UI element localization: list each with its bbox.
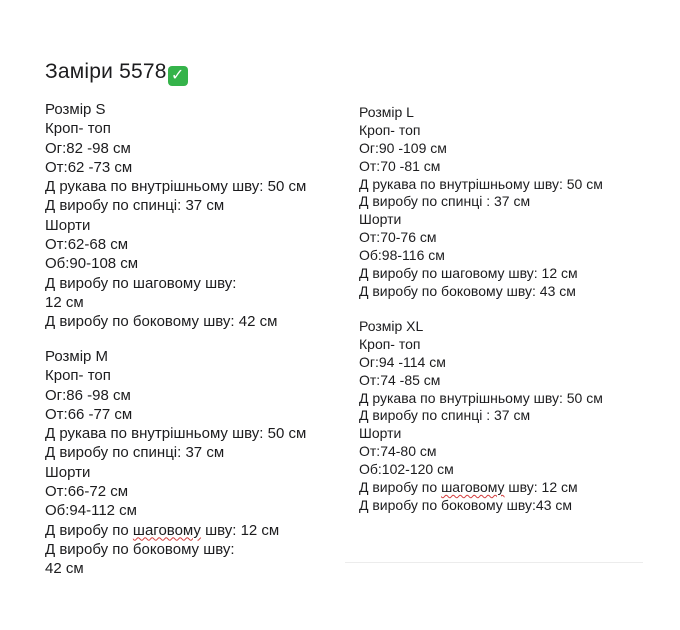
measurement — [359, 479, 603, 497]
measurement: Д рукава по внутрішньому шву: 50 см — [45, 178, 307, 196]
spellcheck-word: шаговому — [132, 521, 201, 539]
measurement: Д виробу по шаговому шву: 12 см — [359, 265, 578, 282]
size-heading: Розмір M — [45, 348, 109, 365]
garment-label: Кроп- топ — [45, 367, 111, 385]
measurement: Об:90-108 см — [45, 255, 139, 273]
size-l-section — [359, 104, 603, 301]
size-s-section — [45, 100, 306, 332]
garment-label: Шорти — [45, 463, 91, 481]
measurement: От:62 -73 см — [45, 158, 133, 176]
measurement: Д виробу по спинці : 37 см — [359, 407, 531, 424]
measurement: 12 см — [45, 293, 84, 311]
measurement: От:62-68 см — [45, 236, 129, 254]
page-title — [45, 58, 188, 86]
measurement: Д виробу по боковому шву:43 см — [359, 496, 573, 513]
measurement: 42 см — [45, 560, 84, 578]
measurement: От:66-72 см — [45, 483, 129, 501]
measurement: Д виробу по спинці : 37 см — [359, 193, 531, 210]
measurement: Д виробу по боковому шву: 42 см — [45, 313, 278, 331]
measurement-part: Д виробу по — [45, 521, 133, 539]
measurement-part: Д виробу по — [359, 479, 442, 496]
measurement: Ог:90 -109 см — [359, 139, 447, 156]
check-mark-icon: ✓ — [168, 66, 188, 86]
garment-label: Кроп- топ — [359, 121, 421, 138]
measurement-part: шву: 12 см — [504, 479, 578, 496]
measurement: Д рукава по внутрішньому шву: 50 см — [45, 425, 307, 443]
measurement — [45, 521, 306, 540]
size-m-section — [45, 347, 306, 579]
measurement: Ог:86 -98 см — [45, 386, 131, 404]
measurement: От:70-76 см — [359, 229, 437, 246]
measurement: От:70 -81 см — [359, 157, 441, 174]
size-heading: Розмір XL — [359, 318, 424, 334]
measurement: От:74-80 см — [359, 443, 437, 460]
title-text: Заміри 5578 — [45, 60, 167, 83]
divider — [345, 562, 643, 563]
size-xl-section — [359, 318, 603, 515]
spellcheck-word: шаговому — [441, 479, 505, 496]
measurement: Д виробу по спинці: 37 см — [45, 444, 225, 462]
measurement: Об:94-112 см — [45, 502, 137, 520]
measurement: Об:98-116 см — [359, 247, 445, 264]
measurement: Д виробу по шаговому шву: — [45, 274, 237, 292]
garment-label: Кроп- топ — [45, 120, 111, 138]
garment-label: Кроп- топ — [359, 335, 421, 352]
measurement: Д виробу по боковому шву: 43 см — [359, 282, 576, 299]
size-heading: Розмір S — [45, 101, 106, 118]
measurement: Д виробу по боковому шву: — [45, 540, 235, 558]
measurement: Д рукава по внутрішньому шву: 50 см — [359, 175, 603, 192]
measurement: Д виробу по спинці: 37 см — [45, 197, 225, 215]
size-heading: Розмір L — [359, 104, 414, 120]
measurement: Д рукава по внутрішньому шву: 50 см — [359, 389, 603, 406]
measurement: От:74 -85 см — [359, 371, 441, 388]
garment-label: Шорти — [45, 216, 91, 234]
garment-label: Шорти — [359, 211, 402, 228]
garment-label: Шорти — [359, 425, 402, 442]
measurement: Об:102-120 см — [359, 461, 454, 478]
measurement: Ог:94 -114 см — [359, 353, 446, 370]
measurement: Ог:82 -98 см — [45, 139, 131, 157]
measurement: От:66 -77 см — [45, 405, 133, 423]
measurement-part: шву: 12 см — [200, 521, 280, 539]
